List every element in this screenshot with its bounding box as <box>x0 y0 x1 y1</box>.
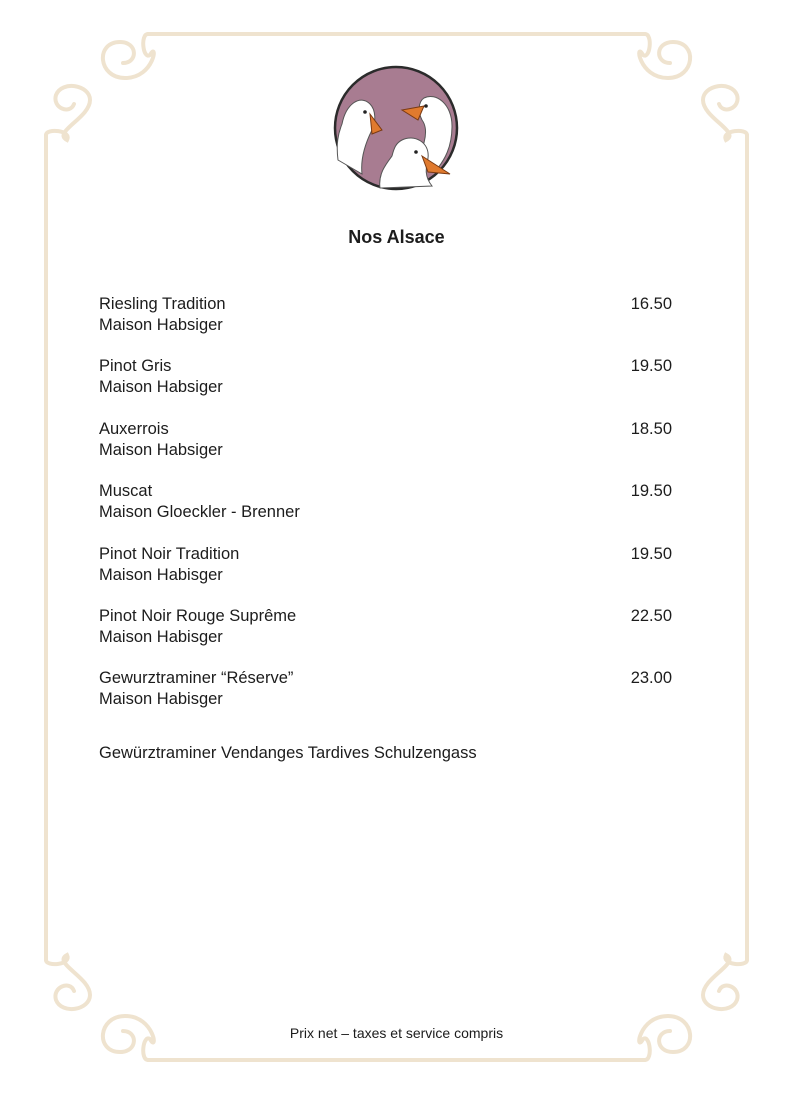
wine-name: Muscat <box>99 482 153 501</box>
wine-producer: Maison Habisger <box>99 690 223 709</box>
wine-price: 18.50 <box>630 419 672 438</box>
wine-producer: Maison Habsiger <box>99 378 223 397</box>
wine-price: 23.00 <box>630 669 672 688</box>
price-footnote: Prix net – taxes et service compris <box>289 1025 504 1041</box>
wine-item <box>99 294 672 356</box>
wine-name: Pinot Gris <box>99 357 172 376</box>
wine-price: 19.50 <box>630 357 672 376</box>
wine-item <box>99 606 672 668</box>
wine-producer: Maison Habsiger <box>99 440 223 459</box>
wine-item <box>99 481 672 543</box>
wine-name: Riesling Tradition <box>99 295 226 313</box>
wine-name: Gewurztraminer “Réserve” <box>99 669 294 688</box>
wine-name: Pinot Noir Tradition <box>99 544 240 563</box>
wine-price: 19.50 <box>630 482 672 501</box>
wine-price: 22.50 <box>630 606 672 625</box>
wine-producer: Maison Habsiger <box>99 316 223 334</box>
wine-name: Auxerrois <box>99 419 169 438</box>
extra-wine-item: Gewürztraminer Vendanges Tardives Schulzengass <box>99 744 477 762</box>
wine-item <box>99 356 672 418</box>
wine-name: Pinot Noir Rouge Suprême <box>99 606 297 625</box>
wine-producer: Maison Gloeckler - Brenner <box>99 503 300 522</box>
wine-item <box>99 419 672 481</box>
wine-producer: Maison Habisger <box>99 627 223 646</box>
wine-price: 19.50 <box>630 544 672 563</box>
wine-item <box>99 668 672 730</box>
wine-producer: Maison Habisger <box>99 565 223 584</box>
wine-price: 16.50 <box>630 295 672 313</box>
geese-logo <box>332 64 462 192</box>
wine-item <box>99 544 672 606</box>
wine-list <box>99 294 672 731</box>
menu-title: Nos Alsace <box>348 227 445 247</box>
